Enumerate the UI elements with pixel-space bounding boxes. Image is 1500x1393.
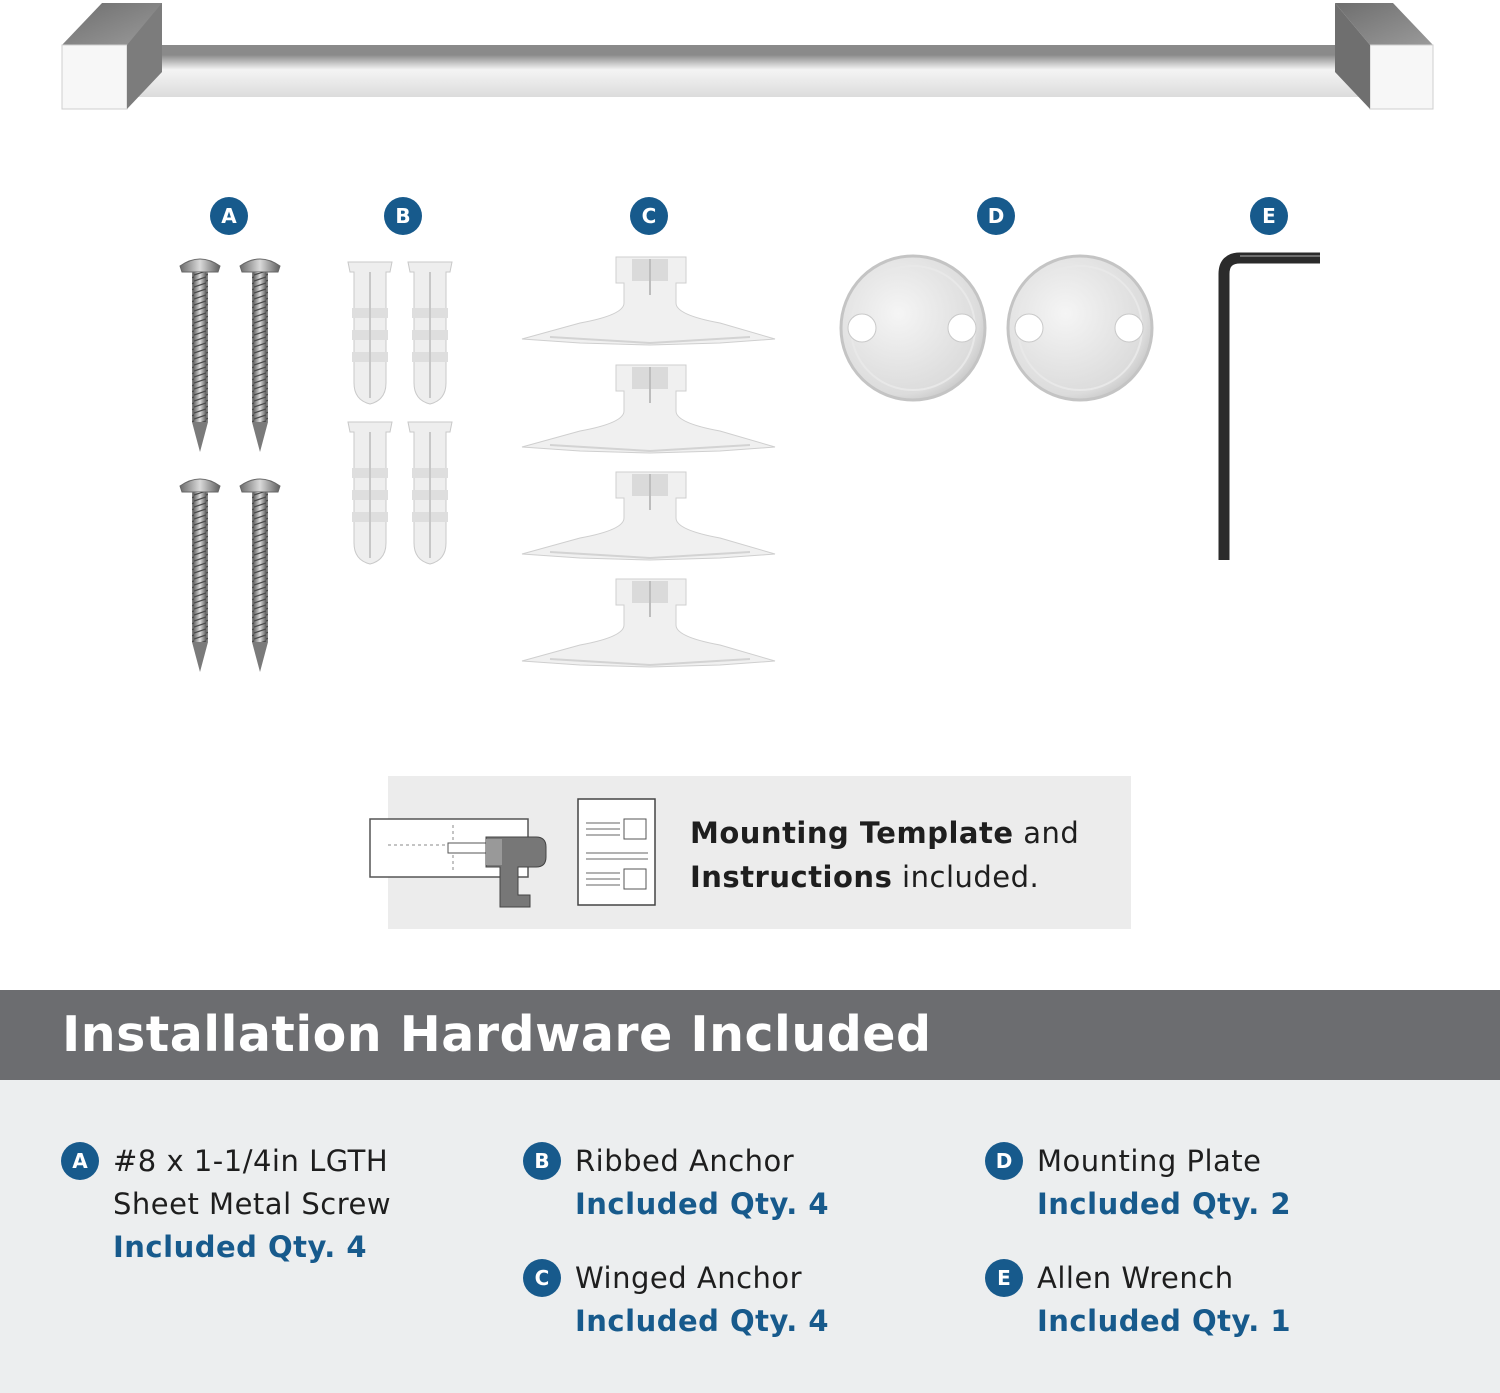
- item-badge: B: [523, 1142, 561, 1180]
- part-b-badge: B: [384, 197, 422, 235]
- winged-anchors-image: [520, 255, 780, 675]
- part-c-badge: C: [630, 197, 668, 235]
- template-description: Mounting Template and Instructions included.: [690, 816, 1080, 894]
- screws-image: [170, 252, 290, 677]
- drill-template-icon: [368, 795, 668, 910]
- item-badge: D: [985, 1142, 1023, 1180]
- item-name: Mounting Plate: [1037, 1144, 1262, 1178]
- item-qty: Included Qty. 1: [1037, 1304, 1292, 1338]
- item-name: #8 x 1-1/4in LGTH Sheet Metal Screw: [113, 1144, 392, 1221]
- part-e-badge: E: [1250, 197, 1288, 235]
- item-badge: E: [985, 1259, 1023, 1297]
- towel-bar-image: [0, 0, 1500, 130]
- item-name: Winged Anchor: [575, 1261, 803, 1295]
- item-qty: Included Qty. 4: [575, 1304, 830, 1338]
- part-a-badge: A: [210, 197, 248, 235]
- section-title: Installation Hardware Included: [62, 1006, 932, 1063]
- allen-wrench-image: [1210, 250, 1330, 565]
- ribbed-anchors-image: [340, 258, 470, 570]
- mounting-plates-image: [835, 252, 1160, 407]
- item-badge: A: [61, 1142, 99, 1180]
- item-badge: C: [523, 1259, 561, 1297]
- item-name: Allen Wrench: [1037, 1261, 1234, 1295]
- item-qty: Included Qty. 4: [575, 1187, 830, 1221]
- part-d-badge: D: [977, 197, 1015, 235]
- item-name: Ribbed Anchor: [575, 1144, 795, 1178]
- item-qty: Included Qty. 4: [113, 1230, 368, 1264]
- item-qty: Included Qty. 2: [1037, 1187, 1292, 1221]
